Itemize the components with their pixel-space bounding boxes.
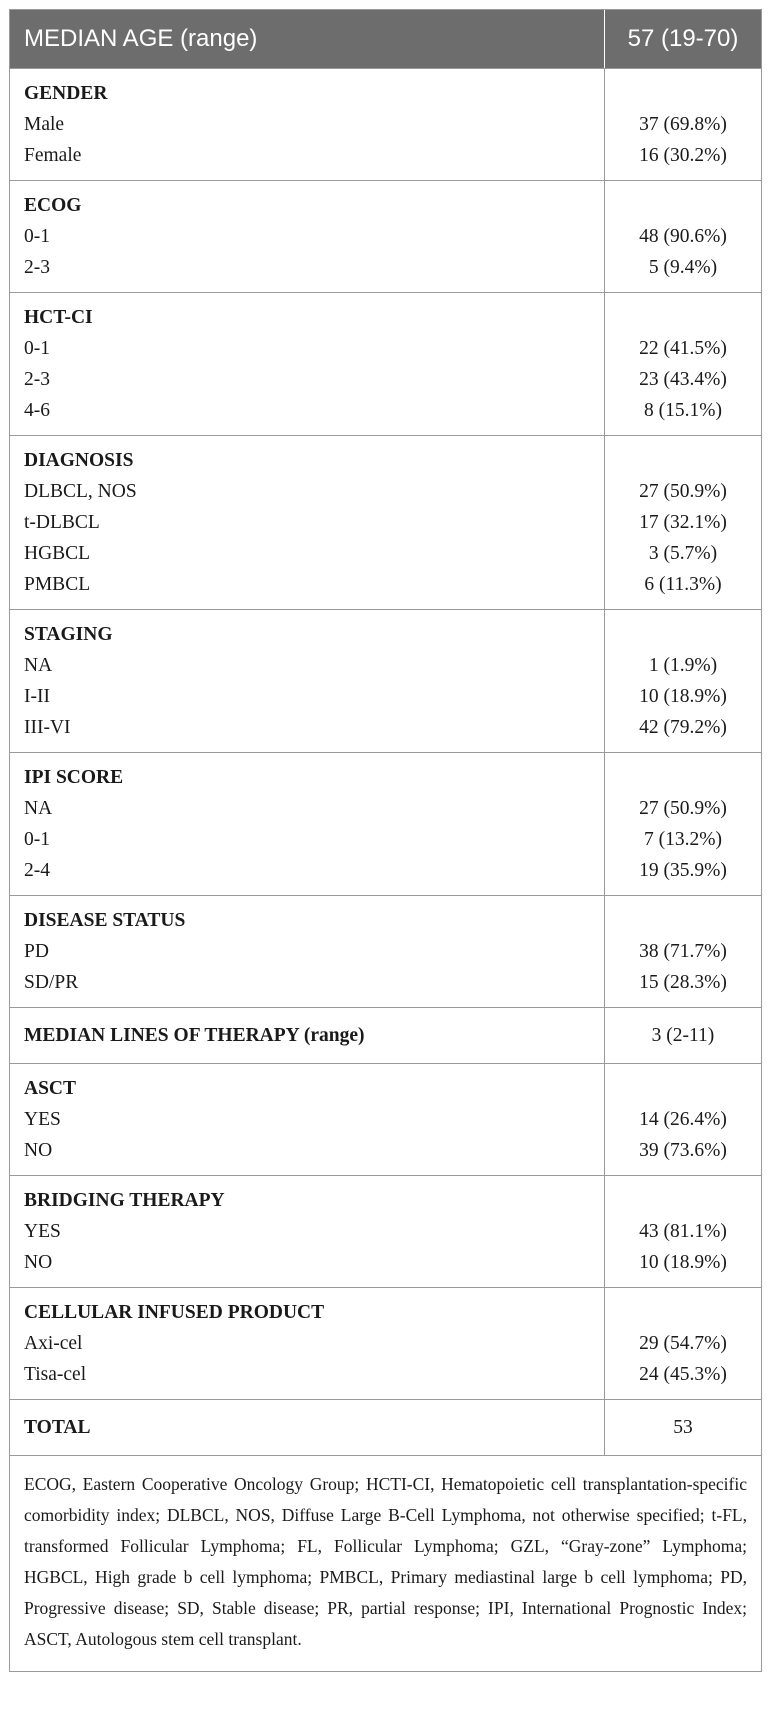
row-value: 37 (69.8%) <box>639 114 727 135</box>
group-title: ECOG <box>24 195 82 216</box>
row-label: I-II <box>24 686 50 707</box>
row-value: 42 (79.2%) <box>639 717 727 738</box>
group-label-cell <box>10 293 605 435</box>
table-group <box>10 1007 761 1063</box>
group-value-cell <box>605 610 761 752</box>
row-value: 10 (18.9%) <box>639 686 727 707</box>
row-value: 19 (35.9%) <box>639 860 727 881</box>
row-value: 27 (50.9%) <box>639 481 727 502</box>
table-group <box>10 752 761 895</box>
group-title: STAGING <box>24 624 113 645</box>
group-title-spacer <box>605 1297 761 1328</box>
group-label-cell <box>10 610 605 752</box>
row-label: 0-1 <box>24 226 50 247</box>
group-title-spacer <box>605 78 761 109</box>
row-value: 1 (1.9%) <box>648 655 718 676</box>
group-title: DISEASE STATUS <box>24 910 186 931</box>
row-value: 15 (28.3%) <box>639 972 727 993</box>
group-value-cell <box>605 293 761 435</box>
group-title-spacer <box>605 1073 761 1104</box>
group-title: GENDER <box>24 83 108 104</box>
row-label: SD/PR <box>24 972 79 993</box>
row-value: 7 (13.2%) <box>644 829 722 850</box>
row-label: 0-1 <box>24 829 50 850</box>
group-title-spacer <box>605 190 761 221</box>
row-value: 17 (32.1%) <box>639 512 727 533</box>
group-value-cell <box>605 436 761 609</box>
group-value-cell <box>605 69 761 180</box>
row-value: 38 (71.7%) <box>639 941 727 962</box>
group-value-cell <box>605 1008 761 1063</box>
group-value-cell <box>605 1176 761 1287</box>
row-value: 27 (50.9%) <box>639 798 727 819</box>
table-group <box>10 180 761 292</box>
group-title-spacer <box>605 302 761 333</box>
row-value: 24 (45.3%) <box>639 1364 727 1385</box>
group-label-cell <box>10 1008 605 1063</box>
group-label-cell <box>10 896 605 1007</box>
row-label: 2-3 <box>24 369 50 390</box>
row-label: 4-6 <box>24 400 50 421</box>
group-label-cell <box>10 436 605 609</box>
row-label: DLBCL, NOS <box>24 481 137 502</box>
table-group <box>10 1399 761 1455</box>
group-title: ASCT <box>24 1078 77 1099</box>
group-title: DIAGNOSIS <box>24 450 134 471</box>
group-value-cell <box>605 181 761 292</box>
row-value: 48 (90.6%) <box>639 226 727 247</box>
row-label: PD <box>24 941 49 962</box>
row-label: 0-1 <box>24 338 50 359</box>
table-body <box>10 68 761 1455</box>
group-title-spacer <box>605 445 761 476</box>
row-label: 2-3 <box>24 257 50 278</box>
table-footnote: ECOG, Eastern Cooperative Oncology Group; HCTI-CI, Hematopoietic cell transplantation-specific comorbidity index; DLBCL, NOS, Diffuse Large B-Cell Lymphoma, not otherwise specified; t-FL, transformed Follicular Lymphoma; FL, Follicular Lymphoma; GZL, “Gray-zone” Lymphoma; HGBCL, High grade b cell lymphoma; PMBCL, Primary mediastinal large b cell lymphoma; PD, Progressive disease; SD, Stable disease; PR, partial response; IPI, International Prognostic Index; ASCT, Autologous stem cell transplant. <box>10 1455 761 1671</box>
row-label: NO <box>24 1140 53 1161</box>
row-label: YES <box>24 1109 61 1130</box>
group-value-cell <box>605 1288 761 1399</box>
header-label: MEDIAN AGE (range) <box>10 10 605 68</box>
row-value: 29 (54.7%) <box>639 1333 727 1354</box>
row-value: 10 (18.9%) <box>639 1252 727 1273</box>
row-label: NA <box>24 798 53 819</box>
table-group <box>10 1287 761 1399</box>
row-label: NA <box>24 655 53 676</box>
row-label: Tisa-cel <box>24 1364 87 1385</box>
group-label-cell <box>10 1400 605 1455</box>
row-label: YES <box>24 1221 61 1242</box>
group-title-spacer <box>605 619 761 650</box>
row-value: 23 (43.4%) <box>639 369 727 390</box>
header-value: 57 (19-70) <box>627 25 739 52</box>
row-value: 5 (9.4%) <box>648 257 718 278</box>
group-label-cell <box>10 1064 605 1175</box>
row-value: 39 (73.6%) <box>639 1140 727 1161</box>
row-label: t-DLBCL <box>24 512 100 533</box>
group-label-cell <box>10 69 605 180</box>
table-group <box>10 609 761 752</box>
group-value-cell <box>605 753 761 895</box>
row-label: Axi-cel <box>24 1333 83 1354</box>
group-title: IPI SCORE <box>24 767 124 788</box>
row-value: 6 (11.3%) <box>644 574 722 595</box>
table-group <box>10 292 761 435</box>
group-label-cell <box>10 753 605 895</box>
row-label: HGBCL <box>24 543 91 564</box>
table-group <box>10 1063 761 1175</box>
row-value: 43 (81.1%) <box>639 1221 727 1242</box>
row-label: Male <box>24 114 65 135</box>
table-group <box>10 1175 761 1287</box>
table-group <box>10 68 761 180</box>
group-title-spacer <box>605 905 761 936</box>
group-value: 53 <box>673 1417 693 1438</box>
group-title-spacer <box>605 762 761 793</box>
group-title: CELLULAR INFUSED PRODUCT <box>24 1302 325 1323</box>
table-group <box>10 435 761 609</box>
row-value: 14 (26.4%) <box>639 1109 727 1130</box>
group-title: HCT-CI <box>24 307 93 328</box>
patient-characteristics-table <box>9 9 762 1672</box>
group-label-cell <box>10 1176 605 1287</box>
table-header-row <box>10 10 761 68</box>
row-value: 8 (15.1%) <box>644 400 722 421</box>
group-label-cell <box>10 181 605 292</box>
row-value: 16 (30.2%) <box>639 145 727 166</box>
row-label: III-VI <box>24 717 71 738</box>
group-label-cell <box>10 1288 605 1399</box>
table-group <box>10 895 761 1007</box>
row-label: Female <box>24 145 82 166</box>
row-label: NO <box>24 1252 53 1273</box>
group-value: 3 (2-11) <box>651 1025 715 1046</box>
row-value: 3 (5.7%) <box>648 543 718 564</box>
group-title: MEDIAN LINES OF THERAPY (range) <box>24 1025 365 1046</box>
group-value-cell <box>605 896 761 1007</box>
group-value-cell <box>605 1064 761 1175</box>
group-title-spacer <box>605 1185 761 1216</box>
row-value: 22 (41.5%) <box>639 338 727 359</box>
group-title: BRIDGING THERAPY <box>24 1190 225 1211</box>
row-label: PMBCL <box>24 574 91 595</box>
row-label: 2-4 <box>24 860 50 881</box>
group-title: TOTAL <box>24 1417 91 1438</box>
group-value-cell <box>605 1400 761 1455</box>
